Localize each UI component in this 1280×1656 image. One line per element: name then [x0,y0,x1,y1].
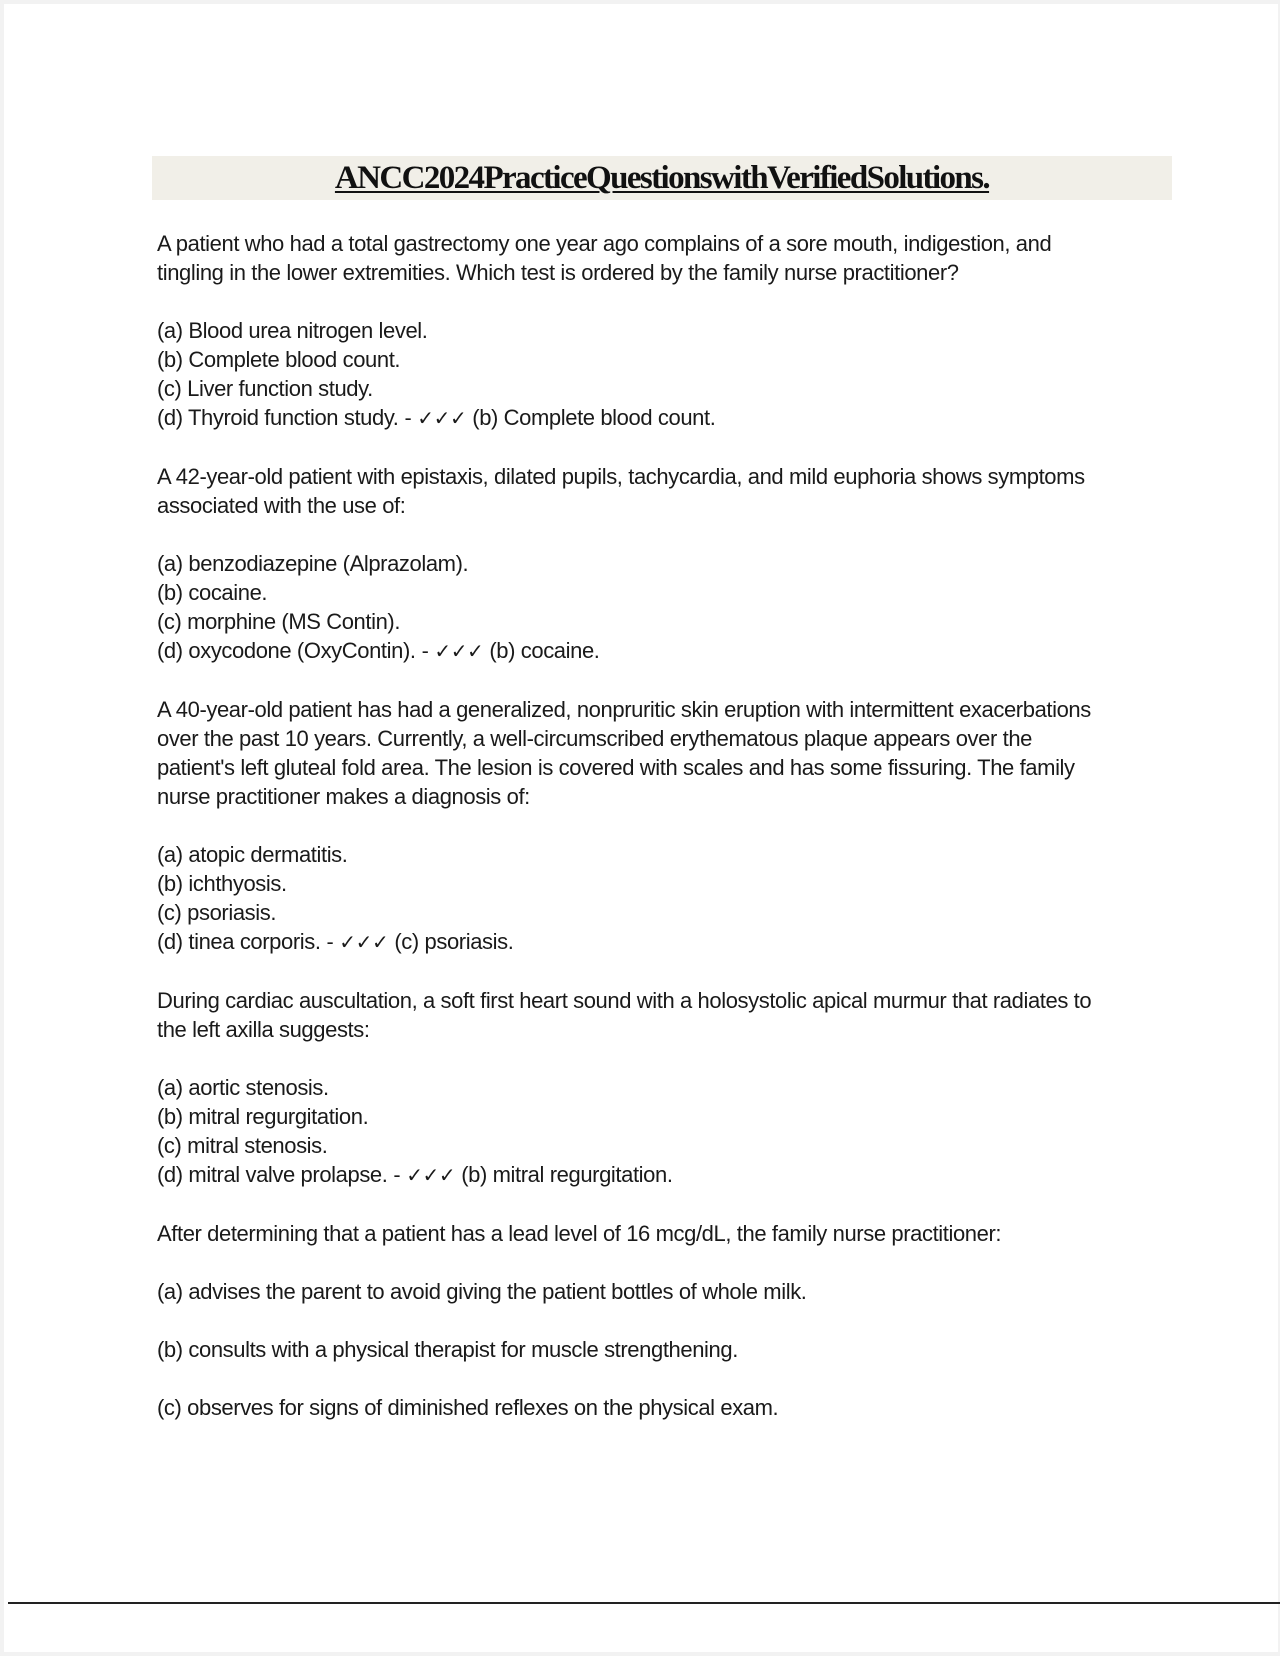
answer-text: (b) Complete blood count. [472,405,716,430]
question-3 [157,695,1097,957]
option-d-text: (d) mitral valve prolapse. [157,1162,388,1187]
option-a: (a) aortic stenosis. [157,1075,329,1100]
option-a: (a) atopic dermatitis. [157,842,348,867]
questions-content [157,229,1097,1451]
check-marks-icon: - ✓✓✓ [415,639,490,663]
answer-text: (b) cocaine. [489,638,600,663]
option-d [157,636,1097,666]
option-c: (c) Liver function study. [157,376,373,401]
check-marks-icon: - ✓✓✓ [320,930,395,954]
option-a: (a) advises the parent to avoid giving the patient bottles of whole milk. [157,1279,807,1304]
document-title: ANCC2024PracticeQuestionswithVerifiedSolutions. [334,160,990,196]
option-b: (b) consults with a physical therapist for muscle strengthening. [157,1337,738,1362]
question-text: A 42-year-old patient with epistaxis, dilated pupils, tachycardia, and mild euphoria shows symptoms associated with the use of: [157,464,1085,518]
question-text: After determining that a patient has a lead level of 16 mcg/dL, the family nurse practitioner: [157,1221,1002,1246]
question-text: A 40-year-old patient has had a generalized, nonpruritic skin eruption with intermittent exacerbations over the past 10 years. Currently, a well-circumscribed erythematous plaque appears over the patient's left gluteal fold area. The lesion is covered with scales and has some fissuring. The family nurse practitioner makes a diagnosis of: [157,697,1091,809]
title-band [152,156,1172,200]
option-a: (a) benzodiazepine (Alprazolam). [157,551,469,576]
question-text: During cardiac auscultation, a soft first heart sound with a holosystolic apical murmur that radiates to the left axilla suggests: [157,988,1092,1042]
options-list [157,840,1097,957]
question-4 [157,986,1097,1190]
question-5 [157,1219,1097,1422]
option-c: (c) observes for signs of diminished reflexes on the physical exam. [157,1395,779,1420]
option-d-text: (d) tinea corporis. [157,929,321,954]
options-list [157,316,1097,433]
footer-divider [8,1602,1280,1604]
answer-text: (c) psoriasis. [394,929,514,954]
option-a: (a) Blood urea nitrogen level. [157,318,428,343]
check-marks-icon: - ✓✓✓ [398,406,473,430]
option-b: (b) ichthyosis. [157,871,287,896]
option-d-text: (d) oxycodone (OxyContin). [157,638,416,663]
answer-text: (b) mitral regurgitation. [461,1162,673,1187]
option-d [157,403,1097,433]
option-d [157,1160,1097,1190]
options-list [157,549,1097,666]
options-list [157,1073,1097,1190]
question-1 [157,229,1097,433]
option-b: (b) Complete blood count. [157,347,401,372]
option-d [157,927,1097,957]
option-c: (c) psoriasis. [157,900,277,925]
option-b: (b) cocaine. [157,580,268,605]
option-b: (b) mitral regurgitation. [157,1104,369,1129]
option-c: (c) mitral stenosis. [157,1133,328,1158]
question-text: A patient who had a total gastrectomy one year ago complains of a sore mouth, indigestion, and tingling in the lower extremities. Which test is ordered by the family nurse practitioner? [157,231,1052,285]
options-list [157,1277,1097,1422]
option-c: (c) morphine (MS Contin). [157,609,401,634]
question-2 [157,462,1097,666]
document-page [4,4,1278,1652]
check-marks-icon: - ✓✓✓ [387,1163,462,1187]
option-d-text: (d) Thyroid function study. [157,405,399,430]
